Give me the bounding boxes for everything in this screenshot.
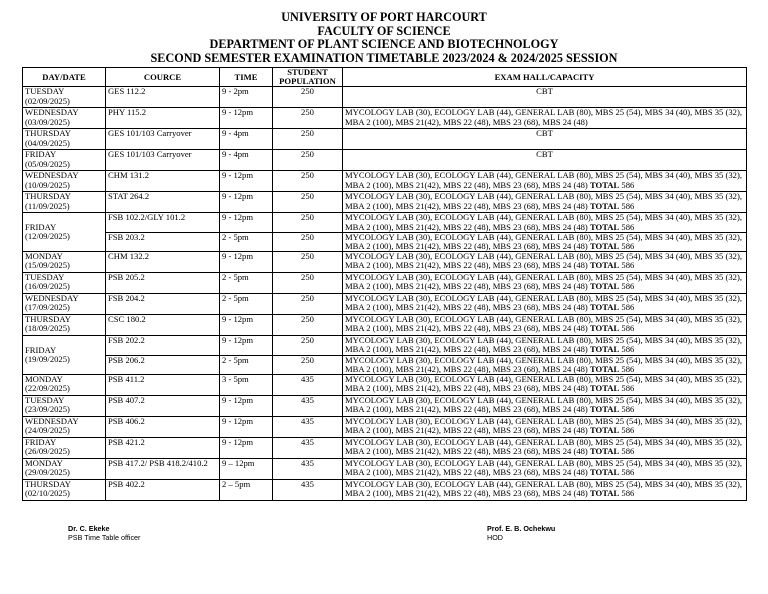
course-code: PSB 206.2 — [106, 355, 220, 374]
day-name: TUESDAY — [25, 86, 65, 97]
exam-date: (11/09/2025) — [25, 200, 70, 211]
day-date-cell — [23, 315, 106, 336]
total-label: TOTAL — [589, 302, 620, 313]
table-row — [23, 459, 747, 480]
hall-list: MYCOLOGY LAB (30), ECOLOGY LAB (44), GENERAL LAB (80), MBS 25 (54), MBS 34 (40), MBS 35 (32), MBA 2 (100), MBS 21(42), MBS 22 (48), MBS 23 (68), MBS 24 (48) — [345, 355, 742, 374]
exam-hall-capacity — [343, 355, 747, 374]
hall-list: MYCOLOGY LAB (30), ECOLOGY LAB (44), GENERAL LAB (80), MBS 25 (54), MBS 34 (40), MBS 35 (32), MBA 2 (100), MBS 21(42), MBS 22 (48), MBS 23 (68), MBS 24 (48) — [345, 374, 742, 394]
total-label: TOTAL — [589, 467, 620, 478]
exam-date: (02/10/2025) — [25, 488, 70, 499]
course-code: CHM 131.2 — [106, 171, 220, 192]
total-capacity: 586 — [621, 363, 635, 374]
total-capacity: 586 — [621, 425, 635, 436]
exam-date: (12/09/2025) — [25, 231, 70, 242]
department-name: DEPARTMENT OF PLANT SCIENCE AND BIOTECHNOLOGY — [209, 37, 559, 52]
timetable-title: SECOND SEMESTER EXAMINATION TIMETABLE 2023/2024 & 2024/2025 SESSION — [150, 50, 618, 65]
exam-date: (22/09/2025) — [25, 383, 70, 394]
hall-list: MYCOLOGY LAB (30), ECOLOGY LAB (44), GENERAL LAB (80), MBS 25 (54), MBS 34 (40), MBS 35 (32), MBA 2 (100), MBS 21(42), MBS 22 (48), MBS 23 (68), MBS 24 (48) — [345, 107, 742, 127]
exam-time: 9 - 12pm — [220, 171, 273, 192]
table-row — [23, 213, 747, 232]
exam-hall-capacity — [343, 480, 747, 501]
day-name: MONDAY — [25, 374, 63, 385]
hall-list: MYCOLOGY LAB (30), ECOLOGY LAB (44), GENERAL LAB (80), MBS 25 (54), MBS 34 (40), MBS 35 (32), MBA 2 (100), MBS 21(42), MBS 22 (48), MBS 23 (68), MBS 24 (48) — [345, 437, 742, 457]
exam-hall-capacity — [343, 192, 747, 213]
total-label: TOTAL — [589, 363, 620, 374]
day-date-cell — [23, 108, 106, 129]
student-population: 250 — [273, 232, 343, 251]
hall-list: MYCOLOGY LAB (30), ECOLOGY LAB (44), GENERAL LAB (80), MBS 25 (54), MBS 34 (40), MBS 35 (32), MBA 2 (100), MBS 21(42), MBS 22 (48), MBS 23 (68), MBS 24 (48) — [345, 293, 742, 313]
exam-hall-capacity — [343, 375, 747, 396]
signatory-title-right: HOD — [487, 533, 503, 542]
exam-hall-capacity — [343, 417, 747, 438]
hall-list: MYCOLOGY LAB (30), ECOLOGY LAB (44), GENERAL LAB (80), MBS 25 (54), MBS 34 (40), MBS 35 (32), MBA 2 (100), MBS 21(42), MBS 22 (48), MBS 23 (68), MBS 24 (48) — [345, 458, 742, 478]
day-name: THURSDAY — [25, 314, 72, 325]
day-name: WEDNESDAY — [25, 107, 79, 118]
student-population: 250 — [273, 171, 343, 192]
hall-list: MYCOLOGY LAB (30), ECOLOGY LAB (44), GENERAL LAB (80), MBS 25 (54), MBS 34 (40), MBS 35 (32), MBA 2 (100), MBS 21(42), MBS 22 (48), MBS 23 (68), MBS 24 (48) — [345, 170, 742, 190]
col-header-exam-hall: EXAM HALL/CAPACITY — [343, 68, 747, 87]
day-name: THURSDAY — [25, 128, 72, 139]
exam-hall-capacity — [343, 459, 747, 480]
exam-date: (04/09/2025) — [25, 137, 70, 148]
student-population: 250 — [273, 150, 343, 171]
exam-date: (03/09/2025) — [25, 116, 70, 127]
table-row — [23, 171, 747, 192]
day-name: WEDNESDAY — [25, 170, 79, 181]
total-capacity: 586 — [621, 241, 635, 252]
table-row — [23, 336, 747, 355]
day-name: THURSDAY — [25, 191, 72, 202]
exam-hall-capacity — [343, 315, 747, 336]
day-name: FRIDAY — [25, 437, 57, 448]
total-capacity: 586 — [621, 488, 635, 499]
day-date-cell — [23, 171, 106, 192]
total-label: TOTAL — [589, 404, 620, 415]
exam-hall-capacity: CBT — [343, 87, 747, 108]
hall-list: MYCOLOGY LAB (30), ECOLOGY LAB (44), GENERAL LAB (80), MBS 25 (54), MBS 34 (40), MBS 35 (32), MBA 2 (100), MBS 21(42), MBS 22 (48), MBS 23 (68), MBS 24 (48) — [345, 479, 742, 499]
exam-hall-capacity — [343, 252, 747, 273]
day-name: FRIDAY — [25, 222, 57, 233]
table-header-row — [23, 68, 747, 87]
course-code: GES 101/103 Carryover — [106, 129, 220, 150]
exam-hall-capacity — [343, 213, 747, 232]
total-capacity: 586 — [621, 260, 635, 271]
exam-time: 9 - 12pm — [220, 252, 273, 273]
timetable-body — [23, 87, 747, 501]
student-population: 435 — [273, 417, 343, 438]
hall-list: MYCOLOGY LAB (30), ECOLOGY LAB (44), GENERAL LAB (80), MBS 25 (54), MBS 34 (40), MBS 35 (32), MBA 2 (100), MBS 21(42), MBS 22 (48), MBS 23 (68), MBS 24 (48) — [345, 232, 742, 252]
day-name: TUESDAY — [25, 395, 65, 406]
day-date-cell — [23, 213, 106, 252]
table-row — [23, 355, 747, 374]
day-name: FRIDAY — [25, 344, 57, 355]
total-label: TOTAL — [589, 425, 620, 436]
exam-hall-capacity — [343, 232, 747, 251]
table-row — [23, 480, 747, 501]
total-label: TOTAL — [589, 344, 620, 355]
day-date-cell — [23, 417, 106, 438]
exam-timetable — [22, 67, 747, 501]
student-population: 250 — [273, 192, 343, 213]
total-capacity: 586 — [621, 323, 635, 334]
exam-date: (23/09/2025) — [25, 404, 70, 415]
course-code: GES 101/103 Carryover — [106, 150, 220, 171]
course-code: CHM 132.2 — [106, 252, 220, 273]
course-code: PSB 407.2 — [106, 396, 220, 417]
exam-date: (26/09/2025) — [25, 446, 70, 457]
table-row — [23, 192, 747, 213]
day-name: WEDNESDAY — [25, 416, 79, 427]
student-population: 250 — [273, 252, 343, 273]
student-population: 250 — [273, 108, 343, 129]
total-capacity: 586 — [621, 404, 635, 415]
student-population: 250 — [273, 273, 343, 294]
total-label: TOTAL — [589, 383, 620, 394]
hall-list: MYCOLOGY LAB (30), ECOLOGY LAB (44), GENERAL LAB (80), MBS 25 (54), MBS 34 (40), MBS 35 (32), MBA 2 (100), MBS 21(42), MBS 22 (48), MBS 23 (68), MBS 24 (48) — [345, 251, 742, 271]
exam-hall-capacity: CBT — [343, 129, 747, 150]
hall-list: MYCOLOGY LAB (30), ECOLOGY LAB (44), GENERAL LAB (80), MBS 25 (54), MBS 34 (40), MBS 35 (32), MBA 2 (100), MBS 21(42), MBS 22 (48), MBS 23 (68), MBS 24 (48) — [345, 395, 742, 415]
day-date-cell — [23, 480, 106, 501]
student-population: 250 — [273, 213, 343, 232]
total-label: TOTAL — [589, 281, 620, 292]
day-name: MONDAY — [25, 251, 63, 262]
exam-time: 9 - 4pm — [220, 129, 273, 150]
exam-hall-capacity — [343, 336, 747, 355]
hall-list: MYCOLOGY LAB (30), ECOLOGY LAB (44), GENERAL LAB (80), MBS 25 (54), MBS 34 (40), MBS 35 (32), MBA 2 (100), MBS 21(42), MBS 22 (48), MBS 23 (68), MBS 24 (48) — [345, 416, 742, 436]
exam-hall-capacity — [343, 108, 747, 129]
day-date-cell — [23, 192, 106, 213]
exam-hall-capacity — [343, 171, 747, 192]
table-row — [23, 232, 747, 251]
day-name: MONDAY — [25, 458, 63, 469]
exam-time: 9 - 12pm — [220, 315, 273, 336]
university-name: UNIVERSITY OF PORT HARCOURT — [281, 10, 487, 24]
exam-date: (19/09/2025) — [25, 354, 70, 365]
total-label: TOTAL — [589, 200, 620, 211]
exam-time: 2 - 5pm — [220, 294, 273, 315]
table-row — [23, 438, 747, 459]
total-capacity: 586 — [621, 179, 635, 190]
student-population: 250 — [273, 129, 343, 150]
exam-hall-capacity — [343, 438, 747, 459]
exam-date: (05/09/2025) — [25, 158, 70, 169]
exam-date: (10/09/2025) — [25, 179, 70, 190]
day-date-cell — [23, 459, 106, 480]
exam-date: (15/09/2025) — [25, 260, 70, 271]
exam-date: (02/09/2025) — [25, 95, 70, 106]
exam-time: 9 - 12pm — [220, 396, 273, 417]
exam-time: 2 – 5pm — [220, 480, 273, 501]
exam-hall-capacity — [343, 273, 747, 294]
hall-list: MYCOLOGY LAB (30), ECOLOGY LAB (44), GENERAL LAB (80), MBS 25 (54), MBS 34 (40), MBS 35 (32), MBA 2 (100), MBS 21(42), MBS 22 (48), MBS 23 (68), MBS 24 (48) — [345, 314, 742, 334]
total-capacity: 586 — [621, 281, 635, 292]
exam-date: (17/09/2025) — [25, 302, 70, 313]
col-header-course: COURCE — [106, 68, 220, 87]
course-code: PHY 115.2 — [106, 108, 220, 129]
student-population: 250 — [273, 355, 343, 374]
exam-date: (18/09/2025) — [25, 323, 70, 334]
course-code: FSB 204.2 — [106, 294, 220, 315]
signatory-title-left: PSB Time Table officer — [68, 533, 141, 542]
total-label: TOTAL — [589, 179, 620, 190]
document-header — [0, 11, 768, 65]
signatory-name-left: Dr. C. Ekeke — [68, 524, 110, 533]
hall-list: MYCOLOGY LAB (30), ECOLOGY LAB (44), GENERAL LAB (80), MBS 25 (54), MBS 34 (40), MBS 35 (32), MBA 2 (100), MBS 21(42), MBS 22 (48), MBS 23 (68), MBS 24 (48) — [345, 212, 742, 232]
total-capacity: 586 — [621, 383, 635, 394]
course-code: GES 112.2 — [106, 87, 220, 108]
faculty-name: FACULTY OF SCIENCE — [317, 23, 451, 38]
exam-time: 9 - 2pm — [220, 87, 273, 108]
exam-hall-capacity — [343, 396, 747, 417]
col-header-day-date: DAY/DATE — [23, 68, 106, 87]
table-row — [23, 294, 747, 315]
day-date-cell — [23, 294, 106, 315]
total-capacity: 586 — [621, 302, 635, 313]
day-name: FRIDAY — [25, 149, 57, 160]
exam-time: 2 - 5pm — [220, 232, 273, 251]
exam-time: 9 - 12pm — [220, 438, 273, 459]
day-date-cell — [23, 336, 106, 375]
signature-right — [487, 524, 555, 542]
course-code: PSB 411.2 — [106, 375, 220, 396]
student-population: 250 — [273, 336, 343, 355]
student-population: 250 — [273, 315, 343, 336]
student-population: 435 — [273, 396, 343, 417]
exam-time: 9 - 12pm — [220, 417, 273, 438]
signature-left — [68, 524, 140, 542]
day-date-cell — [23, 375, 106, 396]
col-header-population: STUDENT POPULATION — [273, 68, 343, 87]
col-header-time: TIME — [220, 68, 273, 87]
total-label: TOTAL — [589, 241, 620, 252]
day-name: WEDNESDAY — [25, 293, 79, 304]
hall-list: MYCOLOGY LAB (30), ECOLOGY LAB (44), GENERAL LAB (80), MBS 25 (54), MBS 34 (40), MBS 35 (32), MBA 2 (100), MBS 21(42), MBS 22 (48), MBS 23 (68), MBS 24 (48) — [345, 272, 742, 292]
course-code: FSB 203.2 — [106, 232, 220, 251]
course-code: PSB 417.2/ PSB 418.2/410.2 — [106, 459, 220, 480]
day-date-cell — [23, 252, 106, 273]
exam-time: 9 - 12pm — [220, 336, 273, 355]
course-code: FSB 202.2 — [106, 336, 220, 355]
exam-time: 9 – 12pm — [220, 459, 273, 480]
total-label: TOTAL — [589, 488, 620, 499]
table-row — [23, 396, 747, 417]
day-date-cell — [23, 438, 106, 459]
total-label: TOTAL — [589, 323, 620, 334]
student-population: 435 — [273, 459, 343, 480]
course-code: PSB 402.2 — [106, 480, 220, 501]
day-name: THURSDAY — [25, 479, 72, 490]
hall-list: MYCOLOGY LAB (30), ECOLOGY LAB (44), GENERAL LAB (80), MBS 25 (54), MBS 34 (40), MBS 35 (32), MBA 2 (100), MBS 21(42), MBS 22 (48), MBS 23 (68), MBS 24 (48) — [345, 191, 742, 211]
hall-list: MYCOLOGY LAB (30), ECOLOGY LAB (44), GENERAL LAB (80), MBS 25 (54), MBS 34 (40), MBS 35 (32), MBA 2 (100), MBS 21(42), MBS 22 (48), MBS 23 (68), MBS 24 (48) — [345, 335, 742, 355]
day-date-cell — [23, 87, 106, 108]
total-capacity: 586 — [621, 446, 635, 457]
student-population: 435 — [273, 375, 343, 396]
exam-time: 2 - 5pm — [220, 273, 273, 294]
total-capacity: 586 — [621, 200, 635, 211]
exam-hall-capacity: CBT — [343, 150, 747, 171]
exam-time: 3 - 5pm — [220, 375, 273, 396]
course-code: STAT 264.2 — [106, 192, 220, 213]
exam-date: (16/09/2025) — [25, 281, 70, 292]
total-capacity: 586 — [621, 344, 635, 355]
total-label: TOTAL — [589, 221, 620, 232]
table-row — [23, 273, 747, 294]
table-row — [23, 252, 747, 273]
total-label: TOTAL — [589, 260, 620, 271]
table-row — [23, 108, 747, 129]
student-population: 250 — [273, 294, 343, 315]
day-date-cell — [23, 150, 106, 171]
table-row — [23, 375, 747, 396]
day-date-cell — [23, 396, 106, 417]
table-row — [23, 150, 747, 171]
course-code: FSB 102.2/GLY 101.2 — [106, 213, 220, 232]
student-population: 250 — [273, 87, 343, 108]
exam-time: 9 - 12pm — [220, 213, 273, 232]
exam-date: (24/09/2025) — [25, 425, 70, 436]
table-row — [23, 315, 747, 336]
exam-time: 9 - 12pm — [220, 108, 273, 129]
signatory-name-right: Prof. E. B. Ochekwu — [487, 524, 556, 533]
table-row — [23, 87, 747, 108]
total-capacity: 586 — [621, 467, 635, 478]
day-name: TUESDAY — [25, 272, 65, 283]
student-population: 435 — [273, 438, 343, 459]
course-code: PSB 421.2 — [106, 438, 220, 459]
day-date-cell — [23, 273, 106, 294]
exam-date: (29/09/2025) — [25, 467, 70, 478]
exam-time: 9 - 4pm — [220, 150, 273, 171]
total-capacity: 586 — [621, 221, 635, 232]
course-code: PSB 406.2 — [106, 417, 220, 438]
table-row — [23, 129, 747, 150]
course-code: PSB 205.2 — [106, 273, 220, 294]
exam-time: 2 - 5pm — [220, 355, 273, 374]
total-label: TOTAL — [589, 446, 620, 457]
course-code: CSC 180.2 — [106, 315, 220, 336]
student-population: 435 — [273, 480, 343, 501]
table-row — [23, 417, 747, 438]
exam-hall-capacity — [343, 294, 747, 315]
exam-time: 9 - 12pm — [220, 192, 273, 213]
day-date-cell — [23, 129, 106, 150]
